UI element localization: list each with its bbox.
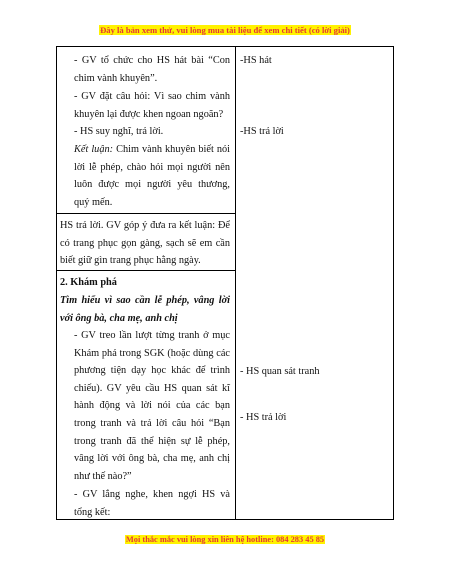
student-response-answer: -HS trả lời	[240, 126, 284, 137]
activity-students-think: - HS suy nghĩ, trả lời.	[74, 126, 164, 137]
row-divider	[57, 270, 235, 271]
column-divider	[235, 47, 236, 519]
activity-show-pictures: - GV treo lần lượt từng tranh ở mục Khám phá trong SGK (hoặc dùng các phương tiện dạy học khác để trình chiếu). GV yêu cầu HS quan sát kĩ hành động và lời nói của các bạn trong tranh và trả lời câu hỏi “Bạn trong tranh đã thể hiện sự lễ phép, vâng lời với ông bà, cha mẹ, anh chị như thế nào?”	[74, 330, 230, 482]
lesson-table	[56, 46, 394, 520]
row-divider	[57, 213, 235, 214]
student-response-observe: - HS quan sát tranh	[240, 366, 320, 377]
section-title: 2. Khám phá	[60, 277, 117, 288]
activity-praise-summary: - GV lắng nghe, khen ngợi HS và tổng kết:	[74, 489, 230, 518]
hotline-banner: Mọi thắc mắc vui lòng xin liên hệ hotline: 084 283 45 85	[125, 535, 325, 544]
student-response-answer-2: - HS trả lời	[240, 412, 287, 423]
activity-sing-song: - GV tổ chức cho HS hát bài “Con chim vành khuyên”.	[74, 55, 230, 84]
conclusion-paragraph	[74, 141, 230, 211]
students-answer-paragraph: HS trả lời. GV góp ý đưa ra kết luận: Để có trang phục gọn gàng, sạch sẽ em cần biết giữ gìn trang phục hằng ngày.	[60, 220, 230, 267]
preview-notice-banner: Đây là bản xem thử, vui lòng mua tài liệu để xem chi tiết (có lời giải)	[100, 25, 350, 35]
section-subtitle: Tìm hiểu vì sao cần lễ phép, vâng lời với ông bà, cha mẹ, anh chị	[60, 295, 230, 324]
conclusion-text: Chim vành khuyên biết nói lời lễ phép, chào hỏi mọi người nên luôn được mọi người yêu thương, quý mến.	[74, 144, 230, 208]
conclusion-label: Kết luận:	[74, 144, 114, 155]
activity-ask-question: - GV đặt câu hỏi: Vì sao chim vành khuyên lại được khen ngoan ngoãn?	[74, 91, 230, 120]
student-response-sing: -HS hát	[240, 55, 272, 66]
